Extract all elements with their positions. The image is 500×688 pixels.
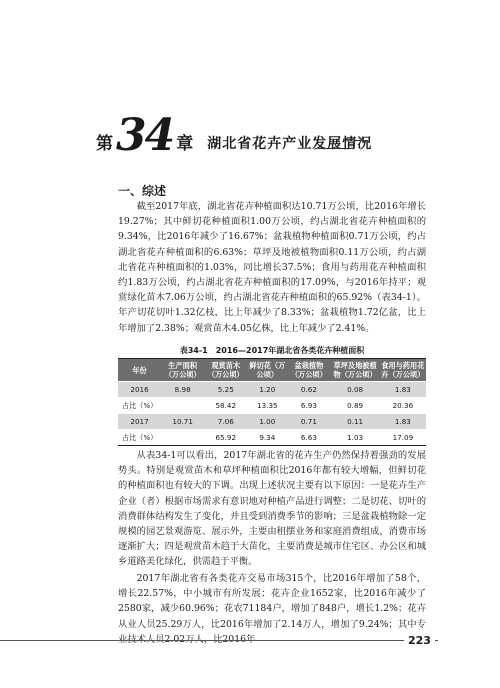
table-cell: 9.34 xyxy=(247,430,287,446)
table-cell: 2017 xyxy=(118,414,161,430)
table-header-row xyxy=(118,359,426,382)
chapter-number: 34 xyxy=(116,110,174,161)
table-cell: 10.71 xyxy=(161,414,204,430)
table-cell: 5.25 xyxy=(204,382,247,398)
table-cell: 6.93 xyxy=(287,398,330,414)
table-cell: 1.83 xyxy=(380,382,426,398)
table-header-cell: 年份 xyxy=(118,359,161,382)
table-cell: 占比（%） xyxy=(118,398,161,414)
chapter-title-rule xyxy=(318,148,354,149)
table-cell: 0.89 xyxy=(330,398,379,414)
paragraph-market: 2017年湖北省有各类花卉交易市场315个，比2016年增加了58个，增长22.57%，中小城市有所发展；花卉企业1652家，比2016年减少了2580家，减少60.96%；花农71184户，增加了848户，增长1.2%；花卉从业人员25.29万人，比2016年增加了2.14万人，增加了9.24%；其中专业技术人员2.02万人，比2016年 xyxy=(118,573,426,645)
chapter-title: 湖北省花卉产业发展情况 xyxy=(207,136,373,152)
page-number: 223 xyxy=(404,634,435,647)
chapter-suffix: 章 xyxy=(176,134,194,154)
table-header-cell: 生产面积（万公顷） xyxy=(161,359,204,382)
table-cell: 6.63 xyxy=(287,430,330,446)
table-cell: 8.98 xyxy=(161,382,204,398)
table-header-cell: 草坪及地被植物（万公顷） xyxy=(330,359,379,382)
table-cell: 17.09 xyxy=(380,430,426,446)
chapter-title-rule-end xyxy=(354,140,368,141)
table-cell: 2016 xyxy=(118,382,161,398)
table-cell: 0.08 xyxy=(330,382,379,398)
section-title: 一、综述 xyxy=(118,184,167,198)
table-cell: 1.03 xyxy=(330,430,379,446)
table-cell: 13.35 xyxy=(247,398,287,414)
table-row xyxy=(118,398,426,414)
table-header-cell: 观赏苗木（万公顷） xyxy=(204,359,247,382)
table-cell: 1.00 xyxy=(247,414,287,430)
paragraph-overview: 截至2017年底，湖北省花卉种植面积达10.71万公顷，比2016年增长19.27%；其中鲜切花种植面积1.00万公顷，约占湖北省花卉种植面积的9.34%，比2016年减少了16.67%；盆栽植物种植面积0.71万公顷，约占湖北省花卉种植面积的6.63%；草坪及地被植物面积0.11万公顷，约占湖北省花卉种植面积的1.03%，同比增长37.5%；食用与药用花卉种植面积约1.83万公顷，约占湖北省花卉种植面积的17.09%，与2016年持平；观赏绿化苗木7.06万公顷，约占湖北省花卉种植面积的65.92%（表34-1）。年产切花切叶1.32亿枝，比上年减少了8.33%；盆栽植物1.72亿盆，比上年增加了2.38%；观赏苗木4.05亿株，比上年减少了2.41%。 xyxy=(118,201,426,334)
planting-area-table xyxy=(118,358,426,446)
table-cell: 7.06 xyxy=(204,414,247,430)
table-cell: 65.92 xyxy=(204,430,247,446)
table-cell: 1.83 xyxy=(380,414,426,430)
table-header-cell: 鲜切花（万公顷） xyxy=(247,359,287,382)
table-cell: 占比（%） xyxy=(118,430,161,446)
table-row xyxy=(118,430,426,446)
table-cell xyxy=(161,430,204,446)
table-header-cell: 食用与药用花卉（万公顷） xyxy=(380,359,426,382)
table-cell: 20.36 xyxy=(380,398,426,414)
chapter-prefix: 第 xyxy=(96,134,113,154)
footer-rule xyxy=(0,640,438,641)
chapter-heading xyxy=(96,108,373,161)
table-row xyxy=(118,382,426,398)
paragraph-analysis: 从表34-1可以看出，2017年湖北省的花卉生产仍然保持着强劲的发展势头。特别是观赏苗木和草坪种植面积比2016年都有较大增幅，但鲜切花的种植面积也有较大的下调。出现上述状况主要有以下原因：一是花卉生产企业（者）根据市场需求有意识地对种植产品进行调整；二是切花、切叶的消费群体结构发生了变化，并且受到消费季节的影响；三是盆栽植物除一定规模的园艺景观游览、展示外，主要由租摆业务和家庭消费组成，消费市场逐渐扩大；四是观赏苗木趋于大苗化，主要消费是城市住宅区、办公区和城乡道路美化绿化，供需趋于平衡。 xyxy=(118,450,426,568)
table-header-cell: 盆栽植物（万公顷） xyxy=(287,359,330,382)
table-row xyxy=(118,414,426,430)
table-cell: 58.42 xyxy=(204,398,247,414)
table-cell: 0.71 xyxy=(287,414,330,430)
chapter-title-rule-step xyxy=(354,140,355,148)
table-cell: 0.11 xyxy=(330,414,379,430)
table-cell xyxy=(161,398,204,414)
table-cell: 0.62 xyxy=(287,382,330,398)
table-cell: 1.20 xyxy=(247,382,287,398)
table-caption: 表34-1 2016—2017年湖北省各类花卉种植面积 xyxy=(179,346,365,355)
